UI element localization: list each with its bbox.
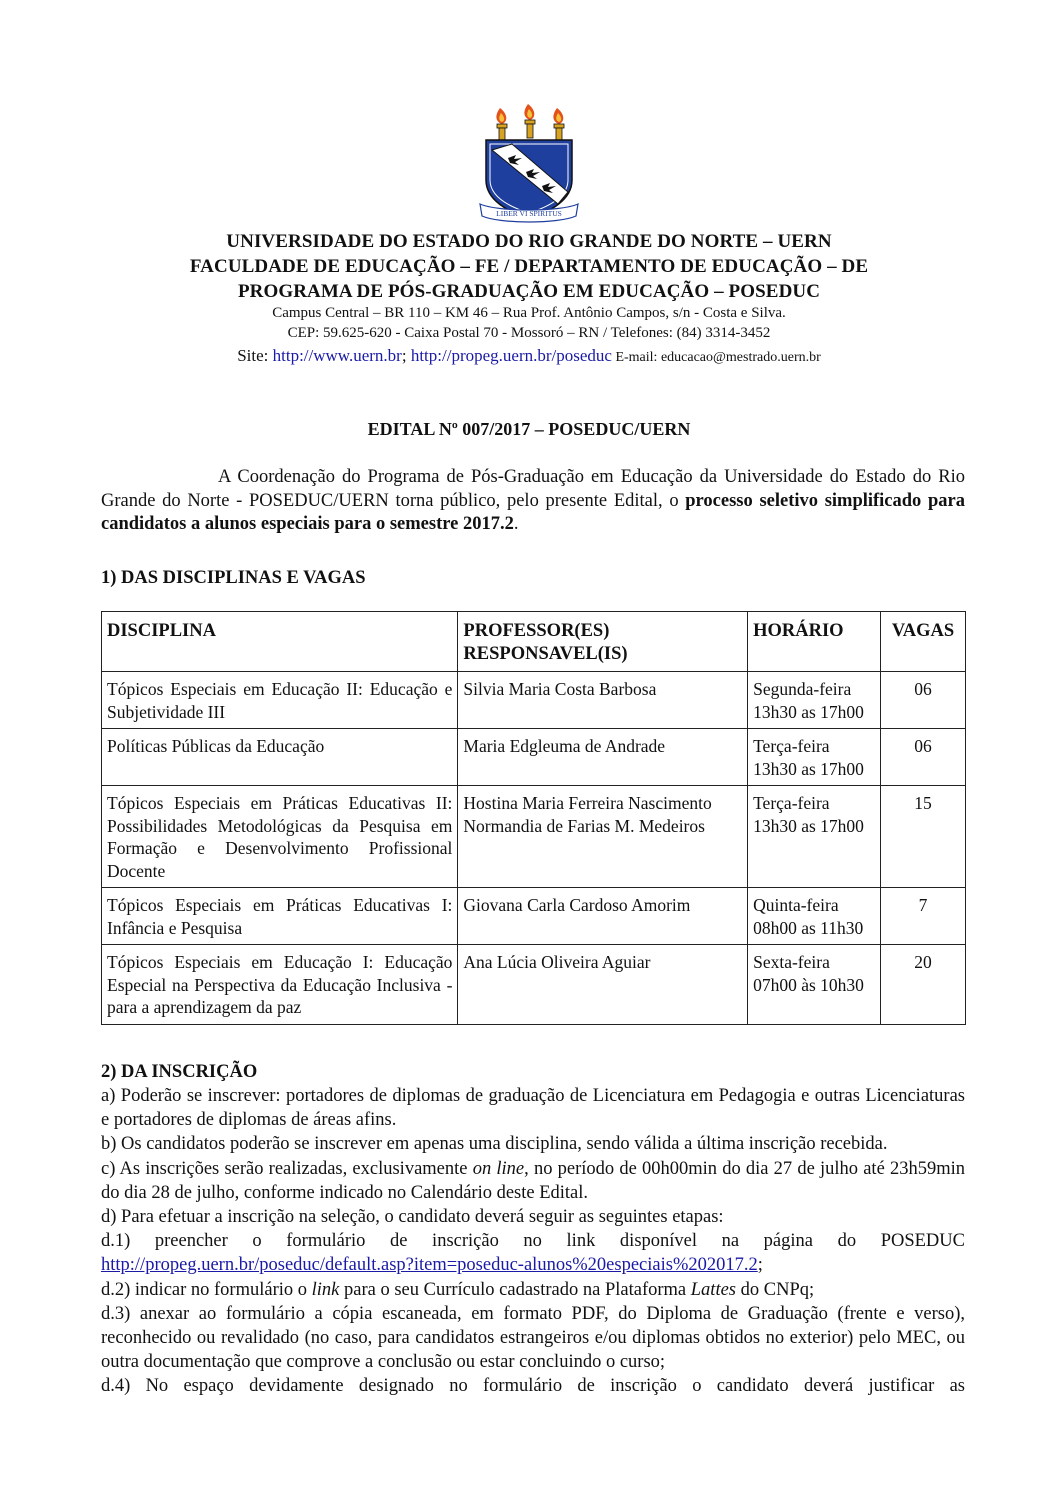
table-header-row <box>102 612 966 672</box>
section-2-title: 2) DA INSCRIÇÃO <box>101 1062 258 1082</box>
site-link-uern[interactable]: http://www.uern.br <box>272 346 402 365</box>
cell-vagas: 06 <box>881 672 966 729</box>
header-faculty: FACULDADE DE EDUCAÇÃO – FE / DEPARTAMENTO DE EDUCAÇÃO – DE <box>189 256 869 277</box>
table-row <box>102 888 966 945</box>
cell-horario: Terça-feira 13h30 as 17h00 <box>748 786 881 888</box>
email-label: E-mail: <box>611 350 661 365</box>
cell-vagas: 7 <box>881 888 966 945</box>
cell-disciplina: Políticas Públicas da Educação <box>102 729 458 786</box>
item-d2: d.2) indicar no formulário o link para o seu Currículo cadastrado na Plataforma Lattes do CNPq; <box>101 1279 815 1300</box>
item-b: b) Os candidatos poderão se inscrever em apenas uma disciplina, sendo válida a última inscrição recebida. <box>101 1134 888 1155</box>
cell-disciplina: Tópicos Especiais em Educação I: Educação Especial na Perspectiva da Educação Inclusiva - para a aprendizagem da paz <box>102 945 458 1025</box>
registration-form-link[interactable]: http://propeg.uern.br/poseduc/default.asp?item=poseduc-alunos%20especiais%202017.2 <box>101 1255 758 1276</box>
table-row <box>102 729 966 786</box>
header-program: PROGRAMA DE PÓS-GRADUAÇÃO EM EDUCAÇÃO – POSEDUC <box>237 281 821 302</box>
intro-bold: processo seletivo simplificado para candidatos a alunos especiais para o semestre 2017.2 <box>101 490 965 534</box>
site-link-poseduc[interactable]: http://propeg.uern.br/poseduc <box>410 346 612 365</box>
uern-crest-logo <box>478 100 580 226</box>
cell-horario: Segunda-feira 13h30 as 17h00 <box>748 672 881 729</box>
header-horario: HORÁRIO <box>748 612 881 672</box>
site-separator: ; <box>401 346 411 365</box>
cell-vagas: 20 <box>881 945 966 1025</box>
cell-disciplina: Tópicos Especiais em Práticas Educativas I: Infância e Pesquisa <box>102 888 458 945</box>
header-address-2: CEP: 59.625-620 - Caixa Postal 70 - Mossoró – RN / Telefones: (84) 3314-3452 <box>287 325 771 341</box>
header-disciplina: DISCIPLINA <box>102 612 458 672</box>
cell-horario: Sexta-feira 07h00 às 10h30 <box>748 945 881 1025</box>
cell-disciplina: Tópicos Especiais em Práticas Educativas II: Possibilidades Metodológicas da Pesquisa em Formação e Desenvolvimento Profissional Docente <box>102 786 458 888</box>
table-row <box>102 786 966 888</box>
intro-paragraph: A Coordenação do Programa de Pós-Graduação em Educação da Universidade do Estado do Rio Grande do Norte - POSEDUC/UERN torna público, pelo presente Edital, o processo seletivo simplificado para candidatos a alunos especiais para o semestre 2017.2. <box>101 467 965 534</box>
table-row <box>102 945 966 1025</box>
torch-center-icon <box>524 104 535 138</box>
header-vagas: VAGAS <box>881 612 966 672</box>
cell-professor: Hostina Maria Ferreira Nascimento Normandia de Farias M. Medeiros <box>458 786 748 888</box>
cell-disciplina: Tópicos Especiais em Educação II: Educação e Subjetividade III <box>102 672 458 729</box>
cell-horario: Terça-feira 13h30 as 17h00 <box>748 729 881 786</box>
cell-horario: Quinta-feira 08h00 as 11h30 <box>748 888 881 945</box>
torch-left-icon <box>496 108 507 140</box>
item-d1: d.1) preencher o formulário de inscrição no link disponível na página do POSEDUC <box>101 1231 965 1252</box>
cell-professor: Silvia Maria Costa Barbosa <box>458 672 748 729</box>
inscricao-items <box>101 1084 965 1399</box>
cell-vagas: 06 <box>881 729 966 786</box>
item-d1-link-line: http://propeg.uern.br/poseduc/default.asp?item=poseduc-alunos%20especiais%202017.2; <box>101 1255 763 1276</box>
section-1-title: 1) DAS DISCIPLINAS E VAGAS <box>101 568 366 588</box>
disciplines-table <box>101 611 966 1025</box>
item-d3: d.3) anexar ao formulário a cópia escaneada, em formato PDF, do Diploma de Graduação (frente e verso), reconhecido ou revalidado (no caso, para candidatos estrangeiros e/ou diplomas obtidos no exterior) pelo MEC, ou outra documentação que comprove a conclusão ou estar concluindo o curso; <box>101 1303 965 1373</box>
cell-vagas: 15 <box>881 786 966 888</box>
svg-text:LIBER VI SPIRITUS: LIBER VI SPIRITUS <box>496 209 562 218</box>
cell-professor: Ana Lúcia Oliveira Aguiar <box>458 945 748 1025</box>
email-address: educacao@mestrado.uern.br <box>660 350 821 365</box>
header-contact-line <box>0 345 1058 369</box>
cell-professor: Giovana Carla Cardoso Amorim <box>458 888 748 945</box>
cell-professor: Maria Edgleuma de Andrade <box>458 729 748 786</box>
table-row <box>102 672 966 729</box>
site-label: Site: <box>237 346 273 365</box>
header-professor: PROFESSOR(ES) RESPONSAVEL(IS) <box>458 612 748 672</box>
torch-right-icon <box>553 108 564 140</box>
item-c: c) As inscrições serão realizadas, exclusivamente on line, no período de 00h00min do dia 27 de julho até 23h59min do dia 28 de julho, conforme indicado no Calendário deste Edital. <box>101 1158 965 1203</box>
header-address-1: Campus Central – BR 110 – KM 46 – Rua Prof. Antônio Campos, s/n - Costa e Silva. <box>272 305 786 321</box>
item-d: d) Para efetuar a inscrição na seleção, o candidato deverá seguir as seguintes etapas: <box>101 1207 724 1228</box>
header-university: UNIVERSIDADE DO ESTADO DO RIO GRANDE DO NORTE – UERN <box>226 231 832 252</box>
item-a: a) Poderão se inscrever: portadores de diplomas de graduação de Licenciatura em Pedagogia e outras Licenciaturas e portadores de diplomas de áreas afins. <box>101 1086 965 1131</box>
item-d4: d.4) No espaço devidamente designado no formulário de inscrição o candidato deverá justificar as <box>101 1376 965 1397</box>
edital-title: EDITAL Nº 007/2017 – POSEDUC/UERN <box>367 419 691 439</box>
